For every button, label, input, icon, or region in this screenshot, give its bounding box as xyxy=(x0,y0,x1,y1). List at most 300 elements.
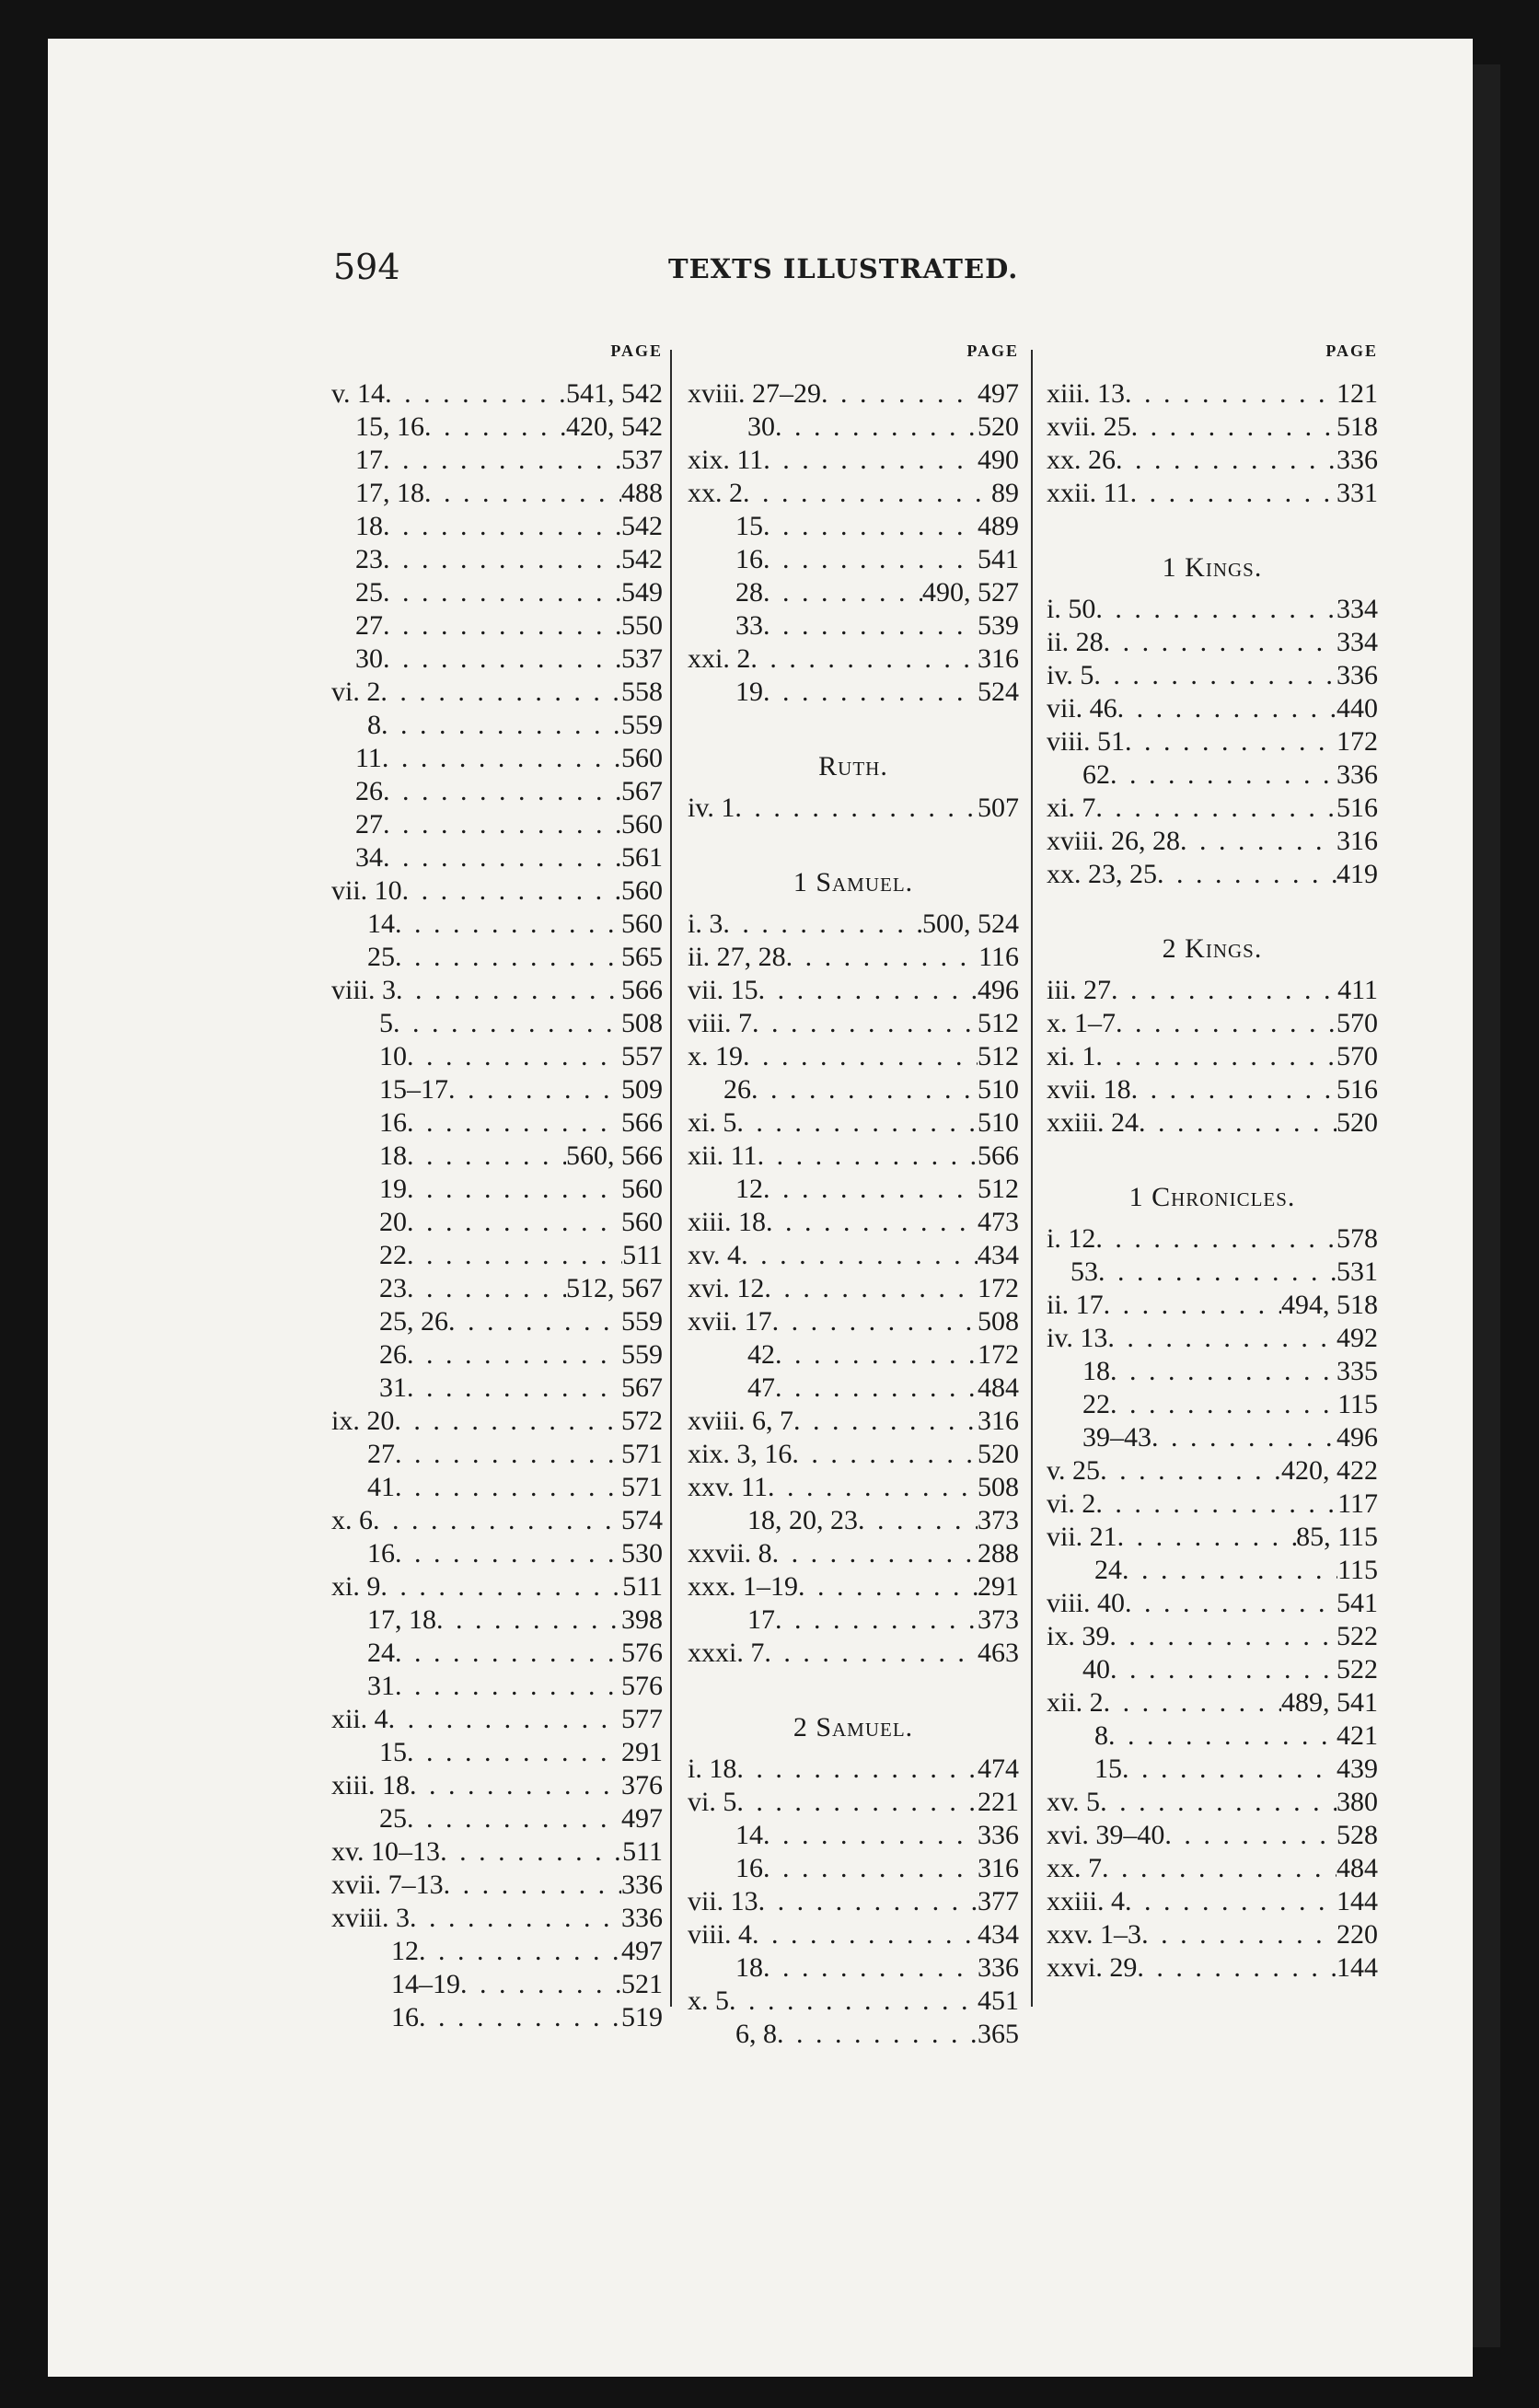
dot-leader xyxy=(393,1007,621,1040)
page-reference: 531 xyxy=(1336,1256,1378,1287)
dot-leader xyxy=(729,1985,978,2018)
dot-leader xyxy=(1098,1256,1336,1289)
dot-leader xyxy=(436,1603,621,1637)
page-reference: 509 xyxy=(621,1074,663,1105)
page-reference: 291 xyxy=(978,1571,1019,1602)
dot-leader xyxy=(383,775,621,808)
dot-leader xyxy=(763,676,978,709)
page-reference: 508 xyxy=(621,1008,663,1038)
book-section-heading: Ruth. xyxy=(818,751,888,781)
index-entry xyxy=(688,1852,1019,1885)
dot-leader xyxy=(1094,659,1336,692)
dot-leader xyxy=(407,1802,621,1835)
page-reference: 440 xyxy=(1336,693,1378,724)
index-entry xyxy=(331,1140,663,1173)
verse-reference: xvii. 17 xyxy=(688,1306,772,1337)
dot-leader xyxy=(763,609,978,643)
verse-reference: xvi. 39–40 xyxy=(1047,1820,1165,1850)
verse-reference: xx. 2 xyxy=(688,478,743,508)
index-entry xyxy=(331,1769,663,1802)
index-entry xyxy=(688,1885,1019,1918)
index-entry xyxy=(331,1272,663,1305)
dot-leader xyxy=(383,543,621,576)
verse-reference: i. 50 xyxy=(1047,594,1096,624)
verse-reference: xxxi. 7 xyxy=(688,1638,765,1668)
dot-leader xyxy=(763,543,978,576)
verse-reference: vii. 15 xyxy=(688,975,758,1005)
verse-reference: xx. 23, 25 xyxy=(1047,859,1157,889)
index-entry xyxy=(688,576,1019,609)
index-entry xyxy=(331,676,663,709)
dot-leader xyxy=(763,1819,978,1852)
page-reference: 570 xyxy=(1336,1041,1378,1071)
index-entry xyxy=(1047,1686,1378,1719)
index-entry xyxy=(688,1985,1019,2018)
verse-reference: xvi. 12 xyxy=(688,1273,765,1303)
verse-reference: xx. 7 xyxy=(1047,1853,1102,1883)
page-reference: 522 xyxy=(1336,1621,1378,1651)
index-entry xyxy=(688,1438,1019,1471)
verse-reference: 30 xyxy=(747,411,775,442)
index-entry xyxy=(1047,1653,1378,1686)
page-reference: 398 xyxy=(621,1604,663,1635)
verse-reference: 39–43 xyxy=(1082,1422,1151,1453)
dot-leader xyxy=(1131,1073,1336,1106)
dot-leader xyxy=(723,908,922,941)
dot-leader xyxy=(402,874,621,908)
verse-reference: 23 xyxy=(355,544,383,574)
index-entry xyxy=(331,377,663,411)
verse-reference: xi. 9 xyxy=(331,1571,381,1602)
dot-leader xyxy=(1111,974,1337,1007)
book-section-heading: 1 Chronicles. xyxy=(1128,1182,1296,1212)
index-entry xyxy=(688,1603,1019,1637)
dot-leader xyxy=(383,576,621,609)
dot-leader xyxy=(383,510,621,543)
verse-reference: 14 xyxy=(735,1820,763,1850)
verse-reference: 18 xyxy=(735,1952,763,1983)
page-reference: 557 xyxy=(621,1041,663,1071)
index-entry xyxy=(331,874,663,908)
index-entry xyxy=(688,974,1019,1007)
verse-reference: i. 18 xyxy=(688,1754,737,1784)
dot-leader xyxy=(1137,1951,1336,1985)
verse-reference: xi. 1 xyxy=(1047,1041,1096,1071)
index-entry xyxy=(331,1405,663,1438)
index-entry xyxy=(331,510,663,543)
page-reference: 542 xyxy=(621,511,663,541)
page-reference: 524 xyxy=(978,677,1019,707)
page-reference: 560 xyxy=(621,809,663,839)
page-reference: 420, 542 xyxy=(566,411,663,442)
page-reference: 144 xyxy=(1336,1886,1378,1916)
column-rule-left xyxy=(670,350,672,2007)
page-reference: 519 xyxy=(621,2002,663,2032)
verse-reference: xiii. 13 xyxy=(1047,378,1126,409)
page-reference: 377 xyxy=(978,1886,1019,1916)
dot-leader xyxy=(373,1504,621,1537)
verse-reference: viii. 3 xyxy=(331,975,397,1005)
dot-leader xyxy=(448,1073,621,1106)
dot-leader xyxy=(1116,444,1336,477)
dot-leader xyxy=(1095,1040,1336,1073)
index-entry xyxy=(688,2018,1019,2051)
dot-leader xyxy=(407,1239,622,1272)
page-reference: 520 xyxy=(978,1439,1019,1469)
dot-leader xyxy=(419,2001,621,2034)
verse-reference: 19 xyxy=(735,677,763,707)
dot-leader xyxy=(1107,1322,1336,1355)
index-entry xyxy=(331,1968,663,2001)
verse-reference: 27 xyxy=(355,610,383,641)
verse-reference: xiii. 18 xyxy=(331,1770,411,1800)
verse-reference: 17 xyxy=(747,1604,775,1635)
dot-leader xyxy=(1102,1852,1336,1885)
verse-reference: xxx. 1–19 xyxy=(688,1571,798,1602)
page-reference: 566 xyxy=(621,975,663,1005)
column-page-heading: PAGE xyxy=(966,342,1019,360)
page-reference: 115 xyxy=(1337,1555,1378,1585)
dot-leader xyxy=(750,643,978,676)
verse-reference: vi. 5 xyxy=(688,1787,737,1817)
verse-reference: 12 xyxy=(391,1936,419,1966)
verse-reference: 8 xyxy=(1094,1720,1108,1751)
index-entry xyxy=(1047,1786,1378,1819)
dot-leader xyxy=(1110,1355,1336,1388)
index-entry xyxy=(331,1338,663,1372)
index-entry xyxy=(1047,825,1378,858)
page-reference: 117 xyxy=(1337,1488,1378,1519)
page-reference: 565 xyxy=(621,942,663,972)
index-entry xyxy=(688,792,1019,825)
dot-leader xyxy=(424,477,621,510)
verse-reference: xv. 4 xyxy=(688,1240,742,1270)
dot-leader xyxy=(380,676,621,709)
page-reference: 316 xyxy=(978,643,1019,674)
verse-reference: 16 xyxy=(379,1107,407,1138)
dot-leader xyxy=(736,1106,978,1140)
dot-leader xyxy=(395,941,621,974)
page-reference: 484 xyxy=(1336,1853,1378,1883)
index-entry xyxy=(1047,974,1378,1007)
verse-reference: 31 xyxy=(379,1372,407,1403)
page-reference: 121 xyxy=(1336,378,1378,409)
dot-leader xyxy=(792,1438,978,1471)
page-reference: 365 xyxy=(978,2019,1019,2049)
dot-leader xyxy=(383,643,621,676)
page-reference: 558 xyxy=(621,677,663,707)
index-entry xyxy=(1047,1951,1378,1985)
index-entry xyxy=(688,1570,1019,1603)
page-reference: 336 xyxy=(1336,445,1378,475)
dot-leader xyxy=(407,1272,566,1305)
book-section-heading: 1 Samuel. xyxy=(793,867,914,897)
dot-leader xyxy=(763,1173,978,1206)
page-reference: 539 xyxy=(978,610,1019,641)
index-entry xyxy=(688,941,1019,974)
index-entry xyxy=(688,1007,1019,1040)
index-entry xyxy=(331,941,663,974)
index-entry xyxy=(331,1902,663,1935)
page-reference: 541, 542 xyxy=(566,378,663,409)
verse-reference: ii. 27, 28 xyxy=(688,942,786,972)
dot-leader xyxy=(764,1272,978,1305)
dot-leader xyxy=(1180,825,1336,858)
page-reference: 516 xyxy=(1336,1074,1378,1105)
page-reference: 512 xyxy=(978,1174,1019,1204)
verse-reference: iv. 5 xyxy=(1047,660,1094,690)
book-spine-edge xyxy=(1473,64,1500,2347)
page-reference: 172 xyxy=(1336,726,1378,757)
dot-leader xyxy=(1131,411,1336,444)
index-entry xyxy=(688,1372,1019,1405)
page-reference: 331 xyxy=(1336,478,1378,508)
verse-reference: xii. 11 xyxy=(688,1140,758,1171)
dot-leader xyxy=(1109,1620,1336,1653)
index-entry xyxy=(1047,1454,1378,1488)
section-spacer xyxy=(688,709,1019,742)
dot-leader xyxy=(1117,1521,1296,1554)
section-spacer xyxy=(1047,1140,1378,1173)
index-column-2 xyxy=(688,337,1019,2051)
dot-leader xyxy=(385,377,566,411)
dot-leader xyxy=(395,908,621,941)
verse-reference: 26 xyxy=(379,1339,407,1370)
verse-reference: xi. 7 xyxy=(1047,793,1096,823)
page-reference: 144 xyxy=(1336,1952,1378,1983)
page-reference: 572 xyxy=(621,1406,663,1436)
index-entry xyxy=(331,1570,663,1603)
index-entry xyxy=(1047,1521,1378,1554)
dot-leader xyxy=(1104,1289,1281,1322)
column-page-heading: PAGE xyxy=(1325,342,1378,360)
verse-reference: iv. 1 xyxy=(688,793,735,823)
index-entry xyxy=(688,543,1019,576)
verse-reference: xi. 5 xyxy=(688,1107,737,1138)
page-reference: 516 xyxy=(1336,793,1378,823)
verse-reference: 15–17 xyxy=(379,1074,448,1105)
dot-leader xyxy=(772,1537,978,1570)
index-entry xyxy=(1047,1587,1378,1620)
dot-leader xyxy=(1141,1918,1336,1951)
verse-reference: 22 xyxy=(1082,1389,1110,1419)
index-entry xyxy=(1047,692,1378,725)
page-reference: 567 xyxy=(621,776,663,806)
verse-reference: iv. 13 xyxy=(1047,1323,1108,1353)
verse-reference: 25 xyxy=(355,577,383,608)
dot-leader xyxy=(1110,758,1336,792)
dot-leader xyxy=(448,1305,621,1338)
verse-reference: 16 xyxy=(735,1853,763,1883)
verse-reference: 14–19 xyxy=(391,1969,460,1999)
index-entry xyxy=(331,1173,663,1206)
index-column-3 xyxy=(1047,337,1378,1985)
verse-reference: xix. 3, 16 xyxy=(688,1439,793,1469)
page-reference: 489, 541 xyxy=(1281,1687,1378,1718)
dot-leader xyxy=(395,1637,621,1670)
page-reference: 488 xyxy=(621,478,663,508)
verse-reference: i. 3 xyxy=(688,909,723,939)
page-reference: 334 xyxy=(1336,627,1378,657)
index-entry xyxy=(688,1272,1019,1305)
verse-reference: 17 xyxy=(355,445,383,475)
verse-reference: 25 xyxy=(367,942,395,972)
index-entry xyxy=(1047,1753,1378,1786)
index-entry xyxy=(331,775,663,808)
page-reference: 497 xyxy=(621,1803,663,1834)
dot-leader xyxy=(395,1471,621,1504)
verse-reference: 15 xyxy=(379,1737,407,1767)
verse-reference: iii. 27 xyxy=(1047,975,1112,1005)
index-entry xyxy=(331,477,663,510)
dot-leader xyxy=(382,742,621,775)
verse-reference: 16 xyxy=(367,1538,395,1569)
page-reference: 530 xyxy=(621,1538,663,1569)
page-reference: 473 xyxy=(978,1207,1019,1237)
page-reference: 291 xyxy=(621,1737,663,1767)
index-column-1 xyxy=(331,337,663,2034)
dot-leader xyxy=(763,1852,978,1885)
verse-reference: ii. 28 xyxy=(1047,627,1104,657)
page-reference: 537 xyxy=(621,643,663,674)
dot-leader xyxy=(763,576,922,609)
page-reference: 496 xyxy=(978,975,1019,1005)
index-entry xyxy=(331,1239,663,1272)
dot-leader xyxy=(858,1504,978,1537)
dot-leader xyxy=(1122,1554,1337,1587)
page-reference: 571 xyxy=(621,1439,663,1469)
index-entry xyxy=(688,1040,1019,1073)
index-entry xyxy=(1047,1106,1378,1140)
page-reference: 520 xyxy=(1336,1107,1378,1138)
page-reference: 335 xyxy=(1336,1356,1378,1386)
index-entry xyxy=(331,1835,663,1869)
dot-leader xyxy=(388,1703,621,1736)
index-entry xyxy=(1047,377,1378,411)
dot-leader xyxy=(758,1140,978,1173)
verse-reference: 27 xyxy=(367,1439,395,1469)
verse-reference: xxi. 2 xyxy=(688,643,751,674)
page-reference: 511 xyxy=(622,1240,663,1270)
index-entry xyxy=(1047,1852,1378,1885)
index-entry xyxy=(688,1239,1019,1272)
dot-leader xyxy=(396,974,621,1007)
index-entry xyxy=(331,1703,663,1736)
index-entry xyxy=(1047,1007,1378,1040)
page-reference: 510 xyxy=(978,1107,1019,1138)
dot-leader xyxy=(410,1769,621,1802)
verse-reference: 34 xyxy=(355,842,383,873)
index-entry xyxy=(331,1935,663,1968)
index-entry xyxy=(331,742,663,775)
index-entry xyxy=(331,808,663,841)
index-entry xyxy=(331,576,663,609)
verse-reference: 18 xyxy=(355,511,383,541)
verse-reference: 18 xyxy=(379,1140,407,1171)
page-reference: 541 xyxy=(1336,1588,1378,1618)
page-reference: 549 xyxy=(621,577,663,608)
verse-reference: 24 xyxy=(1094,1555,1122,1585)
index-entry xyxy=(1047,1488,1378,1521)
page-reference: 577 xyxy=(621,1704,663,1734)
dot-leader xyxy=(763,444,978,477)
page-reference: 537 xyxy=(621,445,663,475)
page-reference: 494, 518 xyxy=(1281,1290,1378,1320)
dot-leader xyxy=(775,1603,978,1637)
index-entry xyxy=(331,1670,663,1703)
page-reference: 380 xyxy=(1336,1787,1378,1817)
page-reference: 511 xyxy=(622,1571,663,1602)
index-entry xyxy=(331,1471,663,1504)
index-entry xyxy=(331,1305,663,1338)
dot-leader xyxy=(751,1073,978,1106)
index-entry xyxy=(1047,659,1378,692)
index-entry xyxy=(331,841,663,874)
page-reference: 550 xyxy=(621,610,663,641)
page-reference: 542 xyxy=(621,544,663,574)
dot-leader xyxy=(736,1753,978,1786)
verse-reference: 26 xyxy=(355,776,383,806)
dot-leader xyxy=(1095,1222,1336,1256)
page-reference: 316 xyxy=(978,1406,1019,1436)
dot-leader xyxy=(786,941,978,974)
dot-leader xyxy=(440,1835,622,1869)
verse-reference: 14 xyxy=(367,909,395,939)
page-reference: 376 xyxy=(621,1770,663,1800)
index-entry xyxy=(688,1637,1019,1670)
verse-reference: 40 xyxy=(1082,1654,1110,1684)
running-head: TEXTS ILLUSTRATED. xyxy=(668,253,1019,284)
dot-leader xyxy=(793,1405,978,1438)
page-reference: 508 xyxy=(978,1306,1019,1337)
page-reference: 451 xyxy=(978,1985,1019,2016)
dot-leader xyxy=(1151,1421,1336,1454)
verse-reference: 25 xyxy=(379,1803,407,1834)
verse-reference: xviii. 27–29 xyxy=(688,378,822,409)
index-entry xyxy=(1047,1388,1378,1421)
index-entry xyxy=(688,1073,1019,1106)
verse-reference: 47 xyxy=(747,1372,775,1403)
index-entry xyxy=(331,444,663,477)
index-entry xyxy=(1047,411,1378,444)
page-reference: 574 xyxy=(621,1505,663,1535)
verse-reference: 15 xyxy=(1094,1754,1122,1784)
page-reference: 489 xyxy=(978,511,1019,541)
page-reference: 566 xyxy=(978,1140,1019,1171)
verse-reference: 16 xyxy=(391,2002,419,2032)
dot-leader xyxy=(395,1438,621,1471)
verse-reference: xvii. 25 xyxy=(1047,411,1131,442)
index-entry xyxy=(331,1637,663,1670)
page-reference: 521 xyxy=(621,1969,663,1999)
page-reference: 115 xyxy=(1337,1389,1378,1419)
index-entry xyxy=(688,1753,1019,1786)
book-section-heading: 2 Samuel. xyxy=(793,1712,914,1742)
verse-reference: xviii. 6, 7 xyxy=(688,1406,794,1436)
page-reference: 484 xyxy=(978,1372,1019,1403)
index-entry xyxy=(1047,1040,1378,1073)
index-entry xyxy=(331,974,663,1007)
verse-reference: xxiii. 4 xyxy=(1047,1886,1126,1916)
index-entry xyxy=(1047,444,1378,477)
index-entry xyxy=(331,643,663,676)
page-reference: 373 xyxy=(978,1505,1019,1535)
index-entry xyxy=(331,709,663,742)
verse-reference: xvii. 7–13 xyxy=(331,1870,444,1900)
index-entry xyxy=(688,1786,1019,1819)
verse-reference: 24 xyxy=(367,1638,395,1668)
index-entry xyxy=(688,1140,1019,1173)
